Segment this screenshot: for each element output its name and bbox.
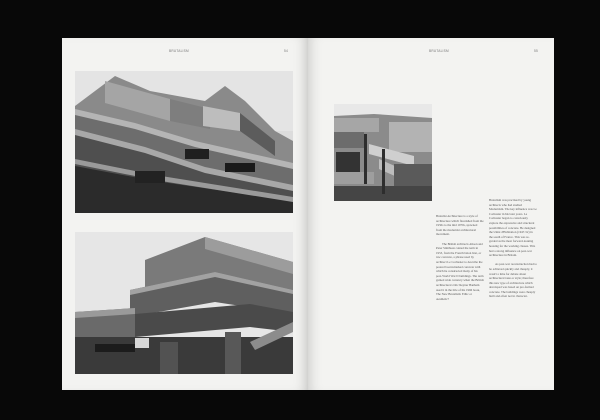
right-page-number: 55 (534, 49, 538, 53)
body-column-left (436, 214, 484, 306)
paragraph: As post-war reconstruction had to be achieved quickly and cheaply, it wasn't a time for debate about architectural taste or style; therefore this new type of architecture which developed was based on pre-formed concrete. The buildings were cheaply built and often not in character. (489, 262, 537, 299)
body-column-right (489, 198, 537, 304)
paragraph: Brutalism was practised by young architects who had studied Modernism. The key influence was Le Corbusier in his later years. Le Corbusier began to consciously explore the expressive and structural possibilities of concrete. He designed the Unité d'Habitation (1947-52) in the south of France. This was re-garded as the most forward-looking housing for the working classes. This had a strong influence on post-war architecture in Britain. (489, 198, 537, 258)
right-running-head: BRUTALISM (429, 49, 449, 53)
left-page-number: 54 (284, 49, 288, 53)
left-page (62, 38, 308, 390)
right-page (308, 38, 554, 390)
paragraph: The British architects Alison and Peter Smithson coined the term in 1953, from the French béton brut, or raw concrete, a phrase used by architect Le Corbusier to describe the poured board-marked concrete with which he constructed many of his post-World War II buildings. The term gained wide currency when the British architectural critic Reyner Banham used it in the title of his 1966 book, The New Brutalism: Ethic or Aesthetic? (436, 241, 484, 301)
left-running-head: BRUTALISM (169, 49, 189, 53)
building-photo-icon (334, 104, 432, 201)
paragraph: Brutalist Architecture is a style of architecture which flourished from the 1950s to the mid 1970s, spawned from the modernist architectural movement. (436, 214, 484, 237)
top-building-photo (75, 71, 293, 213)
bottom-building-photo (75, 232, 293, 374)
building-detail-photo (334, 104, 432, 201)
magazine-spread (62, 38, 554, 390)
building-photo-icon (75, 232, 293, 374)
building-photo-icon (75, 71, 293, 213)
